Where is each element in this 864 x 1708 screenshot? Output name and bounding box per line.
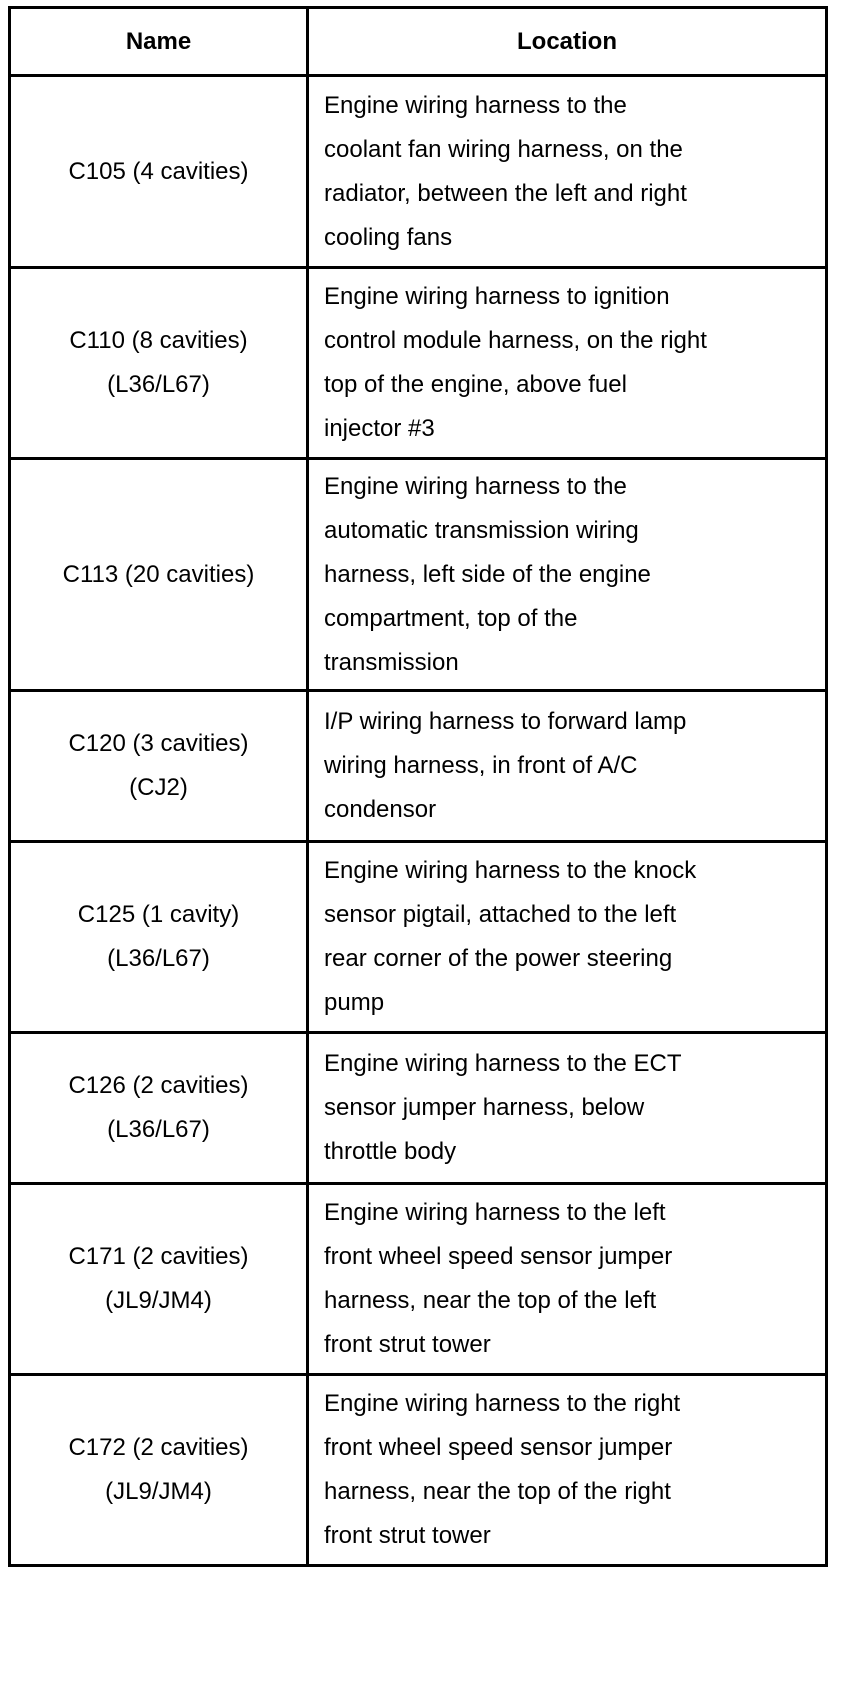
connector-name-cell [10, 1033, 308, 1184]
connector-name-cell [10, 691, 308, 842]
connector-location-cell [308, 842, 827, 1033]
connector-location-line: sensor jumper harness, below [324, 1094, 645, 1121]
connector-name-cell [10, 1375, 308, 1566]
connector-location-line: radiator, between the left and right [324, 179, 687, 207]
connector-name-line: C113 (20 cavities) [62, 560, 255, 588]
table-row [10, 1184, 827, 1375]
connector-location-line: harness, near the top of the right [324, 1478, 671, 1505]
connector-location-cell [308, 76, 827, 268]
connector-location-line: Engine wiring harness to the [324, 91, 627, 119]
connector-name-cell [10, 268, 308, 459]
connector-name-line: (L36/L67) [107, 1116, 210, 1143]
table-row [10, 76, 827, 268]
connector-location-cell [308, 268, 827, 459]
connector-location-line: automatic transmission wiring [324, 516, 639, 544]
header-row [10, 8, 827, 76]
connector-name-line: C120 (3 cavities) [68, 730, 249, 757]
connector-location-line: condensor [324, 796, 437, 823]
connector-name-line: C171 (2 cavities) [68, 1243, 249, 1270]
connector-location-line: coolant fan wiring harness, on the [324, 135, 683, 163]
connector-location-line: Engine wiring harness to the right [324, 1390, 681, 1417]
connector-location-line: front wheel speed sensor jumper [324, 1243, 673, 1270]
connector-name-cell [10, 1184, 308, 1375]
connector-location-line: injector #3 [324, 415, 435, 442]
connector-location-line: front strut tower [324, 1522, 491, 1549]
connector-location-line: Engine wiring harness to the [324, 472, 627, 500]
connector-location-line: cooling fans [324, 223, 453, 251]
connector-location-cell [308, 1033, 827, 1184]
table-row [10, 842, 827, 1033]
table-row [10, 268, 827, 459]
connector-location-line: I/P wiring harness to forward lamp [324, 708, 687, 735]
connector-location-line: harness, left side of the engine [324, 560, 651, 588]
connector-name-line: (L36/L67) [107, 371, 210, 398]
connector-location-line: transmission [324, 648, 459, 676]
connector-location-line: compartment, top of the [324, 604, 578, 632]
connector-name-line: C110 (8 cavities) [69, 327, 248, 354]
connector-location-cell [308, 1184, 827, 1375]
name-column-header: Name [10, 8, 308, 76]
connector-location-line: pump [324, 989, 385, 1016]
connector-location-cell [308, 691, 827, 842]
connector-location-line: Engine wiring harness to the left [324, 1199, 666, 1226]
table-row [10, 691, 827, 842]
connector-location-line: sensor pigtail, attached to the left [324, 901, 677, 928]
connector-name-cell [10, 459, 308, 691]
table-row [10, 1033, 827, 1184]
connector-location-line: front strut tower [324, 1331, 491, 1358]
connector-name-line: C172 (2 cavities) [68, 1434, 249, 1461]
connector-name-line: C126 (2 cavities) [68, 1072, 249, 1099]
connector-table [8, 6, 828, 1567]
location-column-header: Location [308, 8, 827, 76]
connector-name-line: C105 (4 cavities) [68, 157, 249, 185]
connector-location-line: harness, near the top of the left [324, 1287, 657, 1314]
connector-location-line: top of the engine, above fuel [324, 371, 627, 398]
connector-name-line: (JL9/JM4) [105, 1478, 212, 1505]
connector-location-line: rear corner of the power steering [324, 945, 673, 972]
connector-location-cell [308, 459, 827, 691]
connector-location-line: Engine wiring harness to the ECT [324, 1050, 682, 1077]
connector-location-line: control module harness, on the right [324, 327, 707, 354]
connector-location-cell [308, 1375, 827, 1566]
table-row [10, 459, 827, 691]
connector-location-line: wiring harness, in front of A/C [324, 752, 638, 779]
connector-name-line: (CJ2) [129, 774, 188, 801]
connector-name-line: (L36/L67) [107, 945, 210, 972]
connector-name-cell [10, 76, 308, 268]
connector-name-line: C125 (1 cavity) [77, 901, 240, 928]
connector-location-line: Engine wiring harness to the knock [324, 857, 697, 884]
connector-location-line: throttle body [324, 1138, 457, 1165]
connector-location-line: front wheel speed sensor jumper [324, 1434, 673, 1461]
connector-name-line: (JL9/JM4) [105, 1287, 212, 1314]
table-row [10, 1375, 827, 1566]
connector-location-line: Engine wiring harness to ignition [324, 283, 670, 310]
connector-name-cell [10, 842, 308, 1033]
